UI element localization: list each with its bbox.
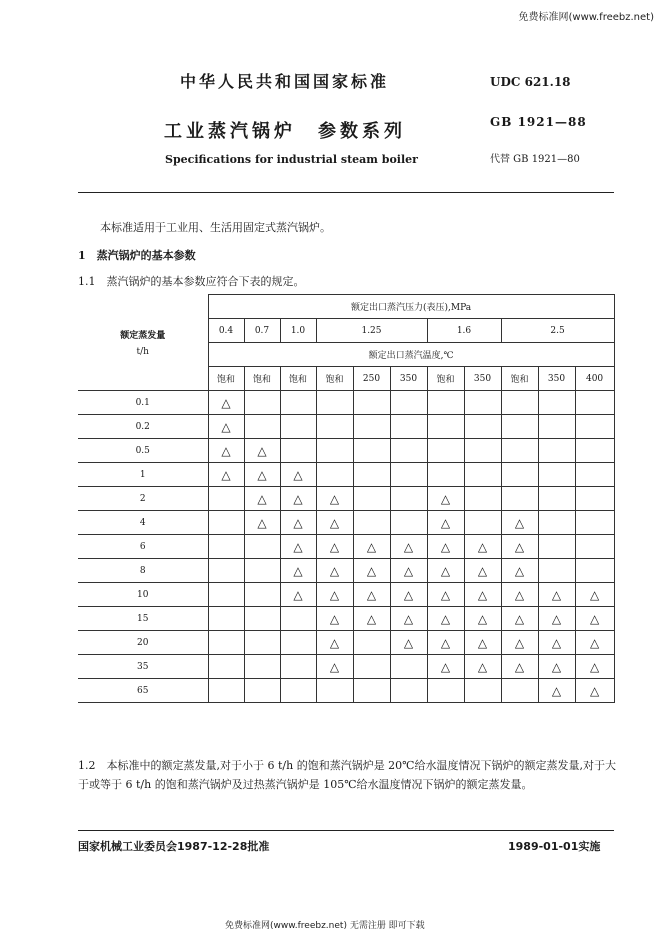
applicable-mark: △ [280, 487, 316, 511]
empty-cell [538, 391, 575, 415]
temperature-cell: 350 [538, 367, 575, 391]
capacity-cell: 15 [78, 607, 208, 631]
empty-cell [427, 415, 464, 439]
empty-cell [464, 511, 501, 535]
empty-cell [390, 487, 427, 511]
applicable-mark: △ [575, 631, 614, 655]
empty-cell [538, 535, 575, 559]
empty-cell [538, 487, 575, 511]
empty-cell [575, 415, 614, 439]
capacity-cell: 0.5 [78, 439, 208, 463]
table-row [78, 391, 614, 415]
empty-cell [208, 511, 244, 535]
empty-cell [353, 415, 390, 439]
applicable-mark: △ [464, 559, 501, 583]
capacity-cell: 20 [78, 631, 208, 655]
capacity-cell: 4 [78, 511, 208, 535]
pressure-cell: 0.4 [208, 319, 244, 343]
applicable-mark: △ [208, 391, 244, 415]
empty-cell [390, 415, 427, 439]
applicable-mark: △ [353, 583, 390, 607]
empty-cell [575, 511, 614, 535]
capacity-cell: 2 [78, 487, 208, 511]
empty-cell [501, 487, 538, 511]
applicable-mark: △ [575, 679, 614, 703]
empty-cell [390, 391, 427, 415]
applicable-mark: △ [501, 583, 538, 607]
temperature-cell: 350 [390, 367, 427, 391]
empty-cell [464, 463, 501, 487]
applicable-mark: △ [575, 655, 614, 679]
empty-cell [316, 679, 353, 703]
empty-cell [427, 439, 464, 463]
empty-cell [353, 439, 390, 463]
empty-cell [244, 535, 280, 559]
table-row [78, 559, 614, 583]
table-row [78, 415, 614, 439]
empty-cell [280, 415, 316, 439]
applicable-mark: △ [208, 463, 244, 487]
applicable-mark: △ [353, 535, 390, 559]
empty-cell [353, 655, 390, 679]
empty-cell [208, 655, 244, 679]
empty-cell [316, 415, 353, 439]
applicable-mark: △ [464, 535, 501, 559]
empty-cell [280, 631, 316, 655]
applicable-mark: △ [538, 607, 575, 631]
empty-cell [280, 607, 316, 631]
empty-cell [208, 607, 244, 631]
empty-cell [280, 439, 316, 463]
empty-cell [538, 511, 575, 535]
applicable-mark: △ [244, 511, 280, 535]
applicable-mark: △ [427, 535, 464, 559]
intro-paragraph: 本标准适用于工业用、生活用固定式蒸汽锅炉。 [100, 221, 331, 234]
table-body [78, 391, 614, 703]
applicable-mark: △ [244, 439, 280, 463]
empty-cell [208, 487, 244, 511]
applicable-mark: △ [501, 607, 538, 631]
applicable-mark: △ [464, 607, 501, 631]
empty-cell [353, 391, 390, 415]
empty-cell [353, 487, 390, 511]
applicable-mark: △ [244, 487, 280, 511]
table-row [78, 535, 614, 559]
watermark-top: 免费标准网(www.freebz.net) [518, 12, 654, 23]
applicable-mark: △ [464, 655, 501, 679]
applicable-mark: △ [353, 559, 390, 583]
empty-cell [464, 679, 501, 703]
temperature-cell: 饱和 [280, 367, 316, 391]
temperature-cell: 饱和 [316, 367, 353, 391]
applicable-mark: △ [280, 559, 316, 583]
applicable-mark: △ [501, 655, 538, 679]
applicable-mark: △ [280, 463, 316, 487]
empty-cell [464, 391, 501, 415]
empty-cell [427, 679, 464, 703]
pressure-cell: 0.7 [244, 319, 280, 343]
capacity-cell: 35 [78, 655, 208, 679]
temperature-cell: 饱和 [208, 367, 244, 391]
effective-date: 1989-01-01实施 [508, 840, 601, 853]
empty-cell [538, 415, 575, 439]
table-row [78, 655, 614, 679]
empty-cell [316, 463, 353, 487]
empty-cell [575, 439, 614, 463]
empty-cell [280, 679, 316, 703]
table-row [78, 439, 614, 463]
applicable-mark: △ [538, 655, 575, 679]
temperature-header: 额定出口蒸汽温度,℃ [208, 343, 614, 367]
empty-cell [244, 631, 280, 655]
section-1-1-text: 1.1 蒸汽锅炉的基本参数应符合下表的规定。 [78, 275, 305, 288]
applicable-mark: △ [501, 511, 538, 535]
empty-cell [390, 439, 427, 463]
pressure-header: 额定出口蒸汽压力(表压),MPa [208, 295, 614, 319]
empty-cell [208, 559, 244, 583]
temperature-cell: 400 [575, 367, 614, 391]
applicable-mark: △ [538, 679, 575, 703]
applicable-mark: △ [316, 511, 353, 535]
applicable-mark: △ [427, 559, 464, 583]
applicable-mark: △ [427, 487, 464, 511]
empty-cell [280, 391, 316, 415]
pressure-cell: 1.6 [427, 319, 501, 343]
applicable-mark: △ [575, 607, 614, 631]
empty-cell [353, 511, 390, 535]
table-row [78, 463, 614, 487]
applicable-mark: △ [575, 583, 614, 607]
applicable-mark: △ [353, 607, 390, 631]
udc-code: UDC 621.18 [490, 75, 571, 89]
empty-cell [464, 415, 501, 439]
applicable-mark: △ [427, 583, 464, 607]
empty-cell [427, 391, 464, 415]
empty-cell [353, 679, 390, 703]
temperature-cell: 饱和 [427, 367, 464, 391]
applicable-mark: △ [244, 463, 280, 487]
applicable-mark: △ [427, 655, 464, 679]
applicable-mark: △ [316, 583, 353, 607]
applicable-mark: △ [390, 583, 427, 607]
empty-cell [244, 391, 280, 415]
applicable-mark: △ [501, 535, 538, 559]
empty-cell [575, 559, 614, 583]
replaces-note: 代替 GB 1921—80 [490, 154, 580, 165]
empty-cell [208, 679, 244, 703]
empty-cell [208, 631, 244, 655]
applicable-mark: △ [464, 583, 501, 607]
empty-cell [390, 679, 427, 703]
applicable-mark: △ [316, 535, 353, 559]
empty-cell [244, 679, 280, 703]
empty-cell [538, 559, 575, 583]
empty-cell [280, 655, 316, 679]
empty-cell [316, 391, 353, 415]
capacity-cell: 10 [78, 583, 208, 607]
applicable-mark: △ [316, 607, 353, 631]
applicable-mark: △ [427, 631, 464, 655]
gb-number: GB 1921—88 [490, 115, 587, 129]
table-row [78, 583, 614, 607]
applicable-mark: △ [390, 559, 427, 583]
title-chinese: 工业蒸汽锅炉 参数系列 [164, 121, 406, 142]
standard-name: 中华人民共和国国家标准 [180, 72, 390, 91]
parameter-table [78, 294, 615, 703]
header-divider [78, 192, 614, 193]
empty-cell [575, 535, 614, 559]
empty-cell [244, 559, 280, 583]
empty-cell [353, 463, 390, 487]
capacity-header-cell [78, 295, 208, 391]
temperature-cell: 饱和 [244, 367, 280, 391]
table-row [78, 679, 614, 703]
pressure-cell: 1.25 [316, 319, 427, 343]
empty-cell [390, 655, 427, 679]
empty-cell [575, 391, 614, 415]
capacity-cell: 0.1 [78, 391, 208, 415]
empty-cell [244, 583, 280, 607]
empty-cell [501, 391, 538, 415]
footer-divider [78, 830, 614, 831]
empty-cell [464, 487, 501, 511]
watermark-bottom: 免费标准网(www.freebz.net) 无需注册 即可下载 [225, 921, 425, 931]
applicable-mark: △ [464, 631, 501, 655]
empty-cell [353, 631, 390, 655]
capacity-cell: 8 [78, 559, 208, 583]
applicable-mark: △ [390, 607, 427, 631]
applicable-mark: △ [280, 511, 316, 535]
capacity-cell: 6 [78, 535, 208, 559]
capacity-cell: 1 [78, 463, 208, 487]
empty-cell [390, 511, 427, 535]
applicable-mark: △ [208, 415, 244, 439]
empty-cell [538, 439, 575, 463]
applicable-mark: △ [390, 631, 427, 655]
empty-cell [208, 583, 244, 607]
empty-cell [501, 415, 538, 439]
approval-date: 国家机械工业委员会1987-12-28批准 [78, 840, 270, 853]
section-1-2-paragraph: 1.2 本标准中的额定蒸发量,对于小于 6 t/h 的饱和蒸汽锅炉是 20℃给水温度情况下锅炉的额定蒸发量,对于大于或等于 6 t/h 的饱和蒸汽锅炉及过热蒸汽锅炉是 105℃给水温度情况下锅炉的额定蒸发量。 [78, 759, 616, 791]
table-row [78, 631, 614, 655]
pressure-cell: 1.0 [280, 319, 316, 343]
capacity-unit: t/h [136, 346, 149, 357]
table-row [78, 487, 614, 511]
empty-cell [538, 463, 575, 487]
capacity-cell: 65 [78, 679, 208, 703]
pressure-cell: 2.5 [501, 319, 614, 343]
empty-cell [501, 463, 538, 487]
applicable-mark: △ [501, 559, 538, 583]
section-1-heading: 1 蒸汽锅炉的基本参数 [78, 249, 196, 262]
table-row [78, 607, 614, 631]
empty-cell [575, 487, 614, 511]
applicable-mark: △ [208, 439, 244, 463]
temperature-cell: 饱和 [501, 367, 538, 391]
applicable-mark: △ [501, 631, 538, 655]
table-row [78, 511, 614, 535]
applicable-mark: △ [427, 511, 464, 535]
applicable-mark: △ [427, 607, 464, 631]
applicable-mark: △ [538, 583, 575, 607]
empty-cell [501, 439, 538, 463]
empty-cell [390, 463, 427, 487]
capacity-label: 额定蒸发量 [120, 330, 166, 341]
applicable-mark: △ [280, 583, 316, 607]
empty-cell [208, 535, 244, 559]
title-english: Specifications for industrial steam boiler [165, 153, 418, 166]
empty-cell [427, 463, 464, 487]
temperature-cell: 350 [464, 367, 501, 391]
empty-cell [244, 655, 280, 679]
applicable-mark: △ [316, 559, 353, 583]
temperature-cell: 250 [353, 367, 390, 391]
empty-cell [501, 679, 538, 703]
empty-cell [464, 439, 501, 463]
applicable-mark: △ [316, 655, 353, 679]
empty-cell [244, 607, 280, 631]
applicable-mark: △ [316, 631, 353, 655]
applicable-mark: △ [390, 535, 427, 559]
applicable-mark: △ [538, 631, 575, 655]
empty-cell [244, 415, 280, 439]
capacity-cell: 0.2 [78, 415, 208, 439]
applicable-mark: △ [316, 487, 353, 511]
empty-cell [316, 439, 353, 463]
empty-cell [575, 463, 614, 487]
applicable-mark: △ [280, 535, 316, 559]
